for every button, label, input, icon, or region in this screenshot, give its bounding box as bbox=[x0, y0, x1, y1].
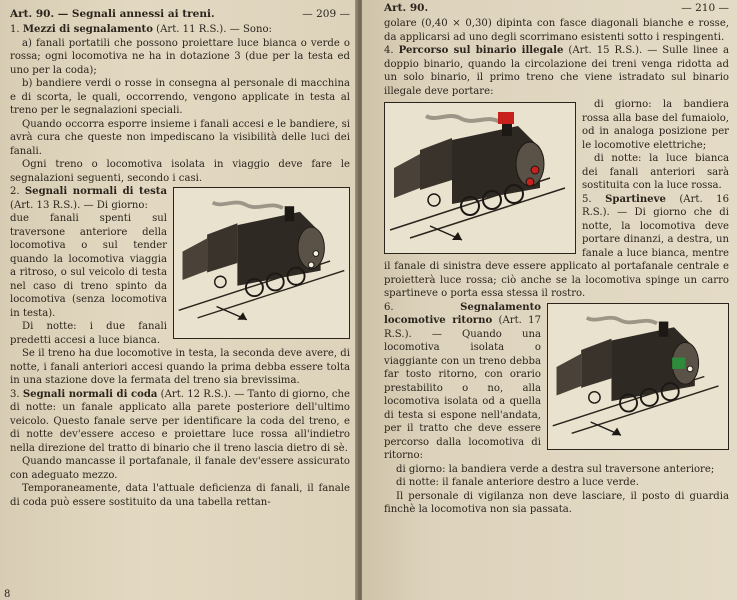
section-1: 1. Mezzi di segnalamento (Art. 11 R.S.). — Sono: bbox=[10, 24, 272, 35]
paragraph: golare (0,40 × 0,30) dipinta con fasce diagonali bianche e rosse, da applicarsi ad uno degli scorrimano esistenti sotto i respingenti. bbox=[384, 18, 729, 43]
paragraph: di notte: il fanale anteriore destro a luce verde. bbox=[396, 477, 639, 488]
paragraph: Ogni treno o locomotiva isolata in viaggio deve fare le segnalazioni seguenti, secondo i casi. bbox=[10, 159, 350, 184]
paragraph: a) fanali portatili che possono proiettare luce bianca o verde o rossa; ogni locomotiva ne ha in dotazione 3 (due per la testa ed uno per la coda); bbox=[10, 37, 350, 76]
left-page bbox=[0, 0, 360, 600]
locomotive-illustration-green-flag bbox=[547, 303, 729, 450]
page-number: — 210 — bbox=[681, 2, 729, 14]
section-4: 4. Percorso sul binario illegale (Art. 15 R.S.). — Sulle linee a doppio binario, quando la circolazione dei treni venga ridotta ad un solo binario, il primo treno che viene istradato sul binario illegale deve portare: bbox=[384, 45, 729, 97]
paragraph: b) bandiere verdi o rosse in consegna al personale di macchina e di scorta, le quali, occorrendo, vengono applicate in testa al treno per le segnalazioni speciali. bbox=[10, 78, 350, 116]
steam-locomotive-icon bbox=[548, 304, 728, 449]
paragraph: di giorno: la bandiera verde a destra sul traversone anteriore; bbox=[396, 463, 715, 475]
right-page-header bbox=[384, 2, 729, 14]
page-number: — 209 — bbox=[302, 8, 350, 20]
section-3: 3. Segnali normali di coda (Art. 12 R.S.). — Tanto di giorno, che di notte: un fanale applicato alla parete posteriore dell'ultimo veicolo. Questo fanale serve per identificare la coda del treno, e di notte dev'essere acceso e proiettare luce rossa all'indietro nella direzione del tratto di binario che il treno lascia dietro di sè. bbox=[10, 388, 350, 454]
locomotive-illustration-red-flag bbox=[384, 102, 576, 254]
green-flag-icon bbox=[672, 357, 685, 368]
section-heading: Mezzi di segnalamento bbox=[22, 24, 153, 35]
section-2: 2. Segnali normali di testa (Art. 13 R.S.). — Di giorno: bbox=[10, 186, 167, 211]
section-5: 5. Spartineve (Art. 16 R.S.). — Di giorno che di notte, la locomotiva deve portare dinanzi, a destra, un fanale a luce bianca, mentre il fanale di sinistra deve essere applicato al portafanale centrale e proietterà luce rossa; ciò anche se la locomotiva spinge un carro spartineve o porta essa stessa il rostro. bbox=[384, 193, 729, 299]
steam-locomotive-icon bbox=[174, 188, 349, 338]
left-page-header bbox=[10, 8, 350, 20]
section-heading: Segnali normali di coda bbox=[22, 388, 158, 400]
paragraph: Se il treno ha due locomotive in testa, la seconda deve avere, di notte, i fanali anteriori accesi quando la prima debba essere tolta in una stazione dove la fermata del treno sia brevissima. bbox=[10, 348, 350, 386]
paragraph: di notte: la luce bianca dei fanali anteriori sarà sostituita con la luce rossa. bbox=[582, 153, 729, 191]
section-heading: Percorso sul binario illegale bbox=[398, 45, 564, 56]
article-title: Art. 90. — Segnali annessi ai treni. bbox=[10, 8, 215, 20]
article-title: Art. 90. bbox=[384, 2, 429, 14]
section-heading: Segnali normali di testa bbox=[24, 186, 167, 197]
paragraph: Temporaneamente, data l'attuale deficienza di fanali, il fanale di coda può essere sostituito da una tabella rettan- bbox=[10, 483, 350, 508]
locomotive-illustration-head-lamps bbox=[173, 187, 350, 339]
section-heading: Segnalamento locomotive ritorno bbox=[384, 301, 541, 326]
steam-locomotive-icon bbox=[385, 103, 575, 253]
paragraph: di giorno: la bandiera rossa alla base del fumaiolo, od in analoga posizione per le locomotive elettriche; bbox=[582, 99, 729, 151]
section-6: 6. Segnalamento locomotive ritorno (Art. 17 R.S.). — Quando una locomotiva isolata o viaggiante con un treno debba far tosto ritorno, con orario prestabilito o no, alla locomotiva isolata od a quella di testa si espone nell'andata, per il tratto che deve essere percorso dalla locomotiva di ritorno: bbox=[384, 301, 542, 461]
paragraph: Quando occorra esporre insieme i fanali accesi e le bandiere, si avrà cura che queste non impediscano la visibilità delle luci dei fanali. bbox=[10, 118, 350, 157]
folio: 8 bbox=[4, 589, 11, 600]
paragraph: due fanali spenti sul traversone anteriore della locomotiva o sul tender quando la locomotiva viaggia a ritroso, o sul veicolo di testa nel caso di treno spinto da locomotiva (senza locomotiva in testa). bbox=[10, 213, 167, 319]
section-heading: Spartineve bbox=[605, 193, 666, 205]
red-flag-icon bbox=[498, 112, 514, 124]
paragraph: Di notte: i due fanali predetti accesi a luce bianca. bbox=[10, 321, 167, 346]
right-page bbox=[362, 0, 737, 600]
paragraph: Il personale di vigilanza non deve lasciare, il posto di guardia finchè la locomotiva non sia passata. bbox=[384, 490, 729, 515]
paragraph: Quando mancasse il portafanale, il fanale dev'essere assicurato con adeguato mezzo. bbox=[10, 456, 350, 481]
